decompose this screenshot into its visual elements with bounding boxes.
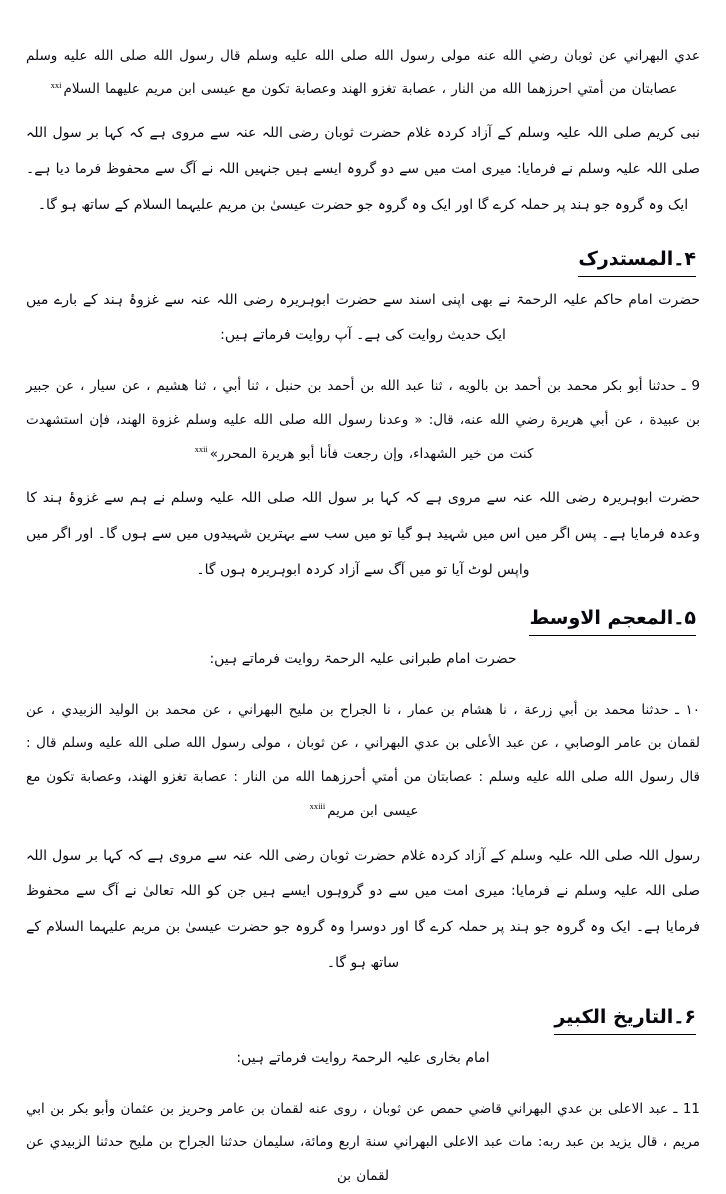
document-content [24, 40, 702, 1194]
section-heading-4-al-mustadrak [24, 245, 702, 277]
urdu-lead-in-4: حضرت امام حاکم علیہ الرحمۃ نے بھی اپنی اسند سے حضرت ابوہریرہ رضی اللہ عنہ سے غزوۂ ہند کے بارے میں ایک حدیث روایت کی ہے۔ آپ روایت فرماتے ہیں: [26, 291, 700, 344]
section-heading-5-text: ۵۔المعجم الاوسط [529, 604, 696, 636]
footnote-marker-xxii: xxii [194, 444, 208, 455]
arabic-hadith-text-1: عدي البهراني عن ثوبان رضي الله عنه مولى رسول الله صلى الله عليه وسلم قال رسول الله صلى الله عليه وسلم عصابتان من أمتي احرزهما الله من النار ، عصابة تغزو الهند وعصابة تكون مع عيسى ابن مريم عليهما السلام [26, 48, 700, 98]
spacer [24, 471, 702, 481]
urdu-lead-in-6: امام بخاری علیہ الرحمۃ روایت فرماتے ہیں: [236, 1049, 490, 1066]
footnote-marker-xxiii: xxiii [309, 801, 326, 812]
section-heading-5-al-mujam-al-awsat [24, 604, 702, 636]
section-heading-6-al-tarikh-al-kabir [24, 1003, 702, 1035]
spacer [24, 1077, 702, 1093]
arabic-hadith-text-2: 9 ـ حدثنا أبو بكر محمد بن أحمد بن بالويه ، ثنا عبد الله بن أحمد بن حنبل ، ثنا أبي ، ثنا هشيم ، عن سيار ، عن جبير بن عبيدة ، عن أبي هريرة رضي الله عنه، قال: « وعدنا رسول الله صلى الله عليه وسلم غزوة الهند، فإن استشهدت كنت من خير الشهداء، وإن رجعت فأنا أبو هريرة المحرر» [26, 378, 700, 462]
arabic-hadith-block-2 [24, 370, 702, 471]
arabic-hadith-block-1 [24, 40, 702, 106]
spacer [24, 829, 702, 839]
section-heading-6-text: ۶۔التاریخ الکبیر [554, 1003, 696, 1035]
spacer [24, 223, 702, 245]
urdu-lead-in-5: حضرت امام طبرانی علیہ الرحمۃ روایت فرماتے ہیں: [209, 650, 517, 667]
urdu-translation-block-1: نبی کریم صلی اللہ علیہ وسلم کے آزاد کردہ غلام حضرت ثوبان رضی اللہ عنہ سے مروی ہے کہ کہا بر سول اللہ صلی اللہ علیہ وسلم نے فرمایا: میری امت میں سے دو گروہ ایسے ہیں جنہیں اللہ نے آگ سے محفوظ فرما دیا ہے۔ ایک وہ گروہ جو ہند پر حملہ کرے گا اور ایک وہ گروہ جو حضرت عیسیٰ بن مریم علیہما السلام کے ساتھ ہو گا۔ [26, 125, 700, 213]
spacer [24, 354, 702, 370]
spacer [24, 106, 702, 116]
arabic-hadith-block-4: 11 ـ عبد الاعلى بن عدي البهراني قاضي حمص عن ثوبان ، روى عنه لقمان بن عامر وحريز بن عثمان وأبو بكر بن ابي مريم ، قال يزيد بن عبد ربه: مات عبد الاعلى البهراني سنة اربع ومائة، سليمان حدثنا الجراح بن مليح حدثنا الزبيدي عن لقمان بن [26, 1100, 700, 1184]
urdu-translation-block-3: رسول اللہ صلی اللہ علیہ وسلم کے آزاد کردہ غلام حضرت ثوبان رضی اللہ عنہ سے مروی ہے کہ کہا بر سول اللہ صلی اللہ علیہ وسلم نے فرمایا: میری امت میں سے دو گروہوں ایسے ہیں جن کو اللہ تعالیٰ نے آگ سے محفوظ فرمایا ہے۔ ایک وہ گروہ جو ہند پر حملہ کرے گا اور دوسرا وہ گروہ جو حضرت عیسیٰ بن مریم علیہما السلام کے ساتھ ہو گا۔ [26, 847, 700, 971]
section-heading-4-text: ۴۔المستدرک [578, 245, 696, 277]
arabic-hadith-block-3 [24, 694, 702, 829]
spacer [24, 588, 702, 604]
footnote-marker-xxi: xxi [50, 79, 62, 90]
spacer [24, 981, 702, 1003]
arabic-hadith-text-3: ١٠ ـ حدثنا محمد بن أبي زرعة ، نا هشام بن عمار ، نا الجراح بن مليح البهراني ، عن محمد بن الوليد الزبيدي ، عن لقمان بن عامر الوصابي ، عن عبد الأعلى بن عدي البهراني ، عن ثوبان ، مولى رسول الله صلى الله عليه وسلم قال : قال رسول الله صلى الله عليه وسلم : عصابتان من أمتي أحرزهما الله من النار : عصابة تغزو الهند، وعصابة تكون مع عيسى ابن مريم [26, 701, 700, 819]
spacer [24, 678, 702, 694]
urdu-translation-block-2: حضرت ابوہریرہ رضی اللہ عنہ سے مروی ہے کہ کہا بر سول اللہ صلی اللہ علیہ وسلم نے ہم سے غزوۂ ہند کا وعدہ فرمایا ہے۔ پس اگر میں اس میں شہید ہو گیا تو میں سب سے بہترین شہیدوں میں سے ہوں گا۔ اور اگر میں واپس لوٹ آیا تو میں آگ سے آزاد کردہ ابوہریرہ ہوں گا۔ [26, 490, 700, 578]
